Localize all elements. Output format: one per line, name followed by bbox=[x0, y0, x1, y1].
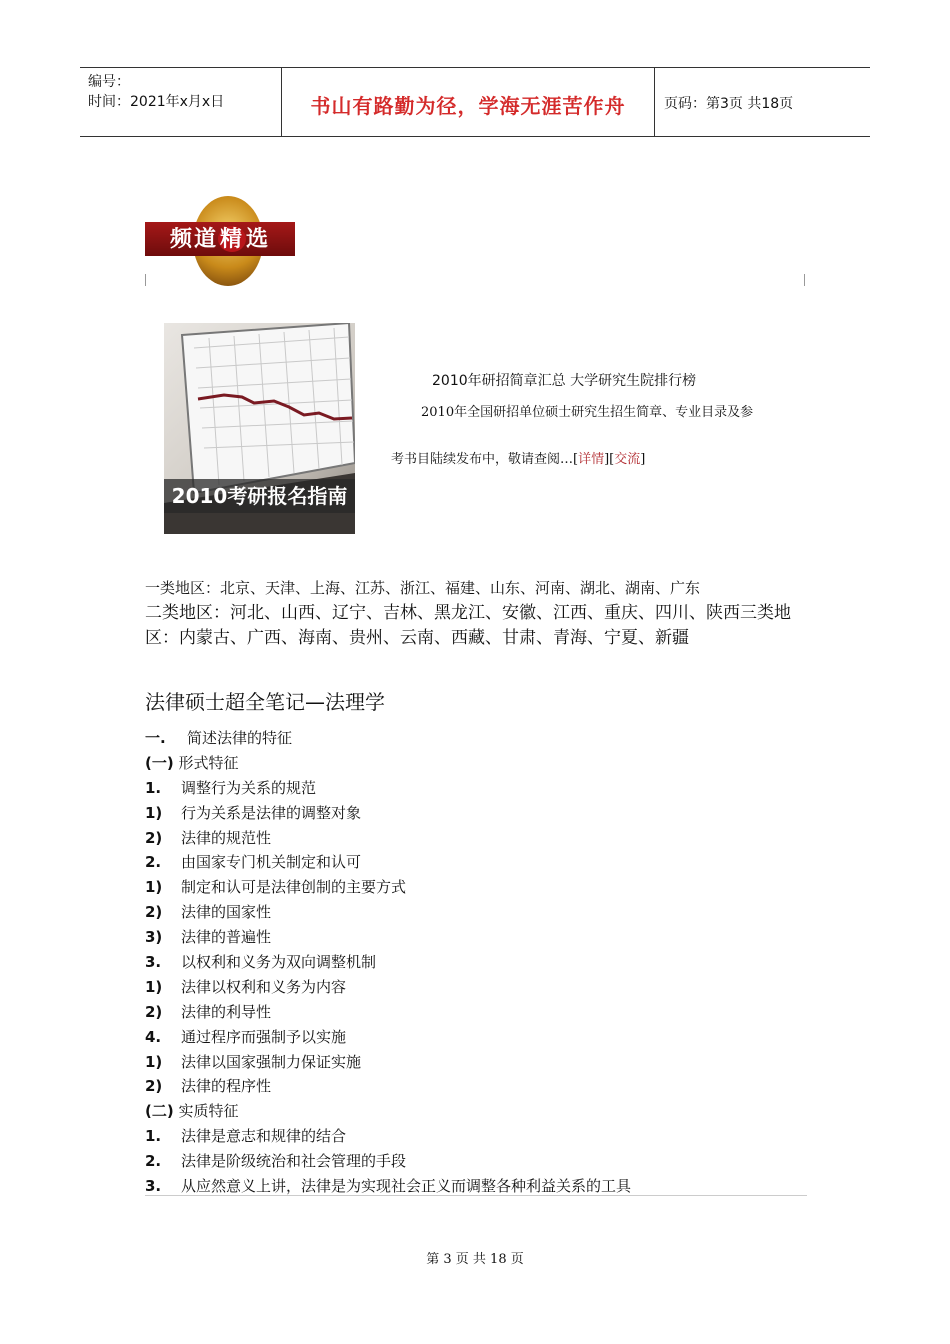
notes-list bbox=[145, 726, 631, 1199]
banner-text-middle: 精 bbox=[219, 226, 244, 252]
list-item-number: 2. bbox=[145, 853, 162, 872]
list-item-text: 从应然意义上讲，法律是为实现社会正义而调整各种利益关系的工具 bbox=[181, 1177, 632, 1196]
list-item bbox=[145, 900, 631, 925]
list-item-number: (一) bbox=[145, 753, 174, 772]
list-item-number: 1) bbox=[145, 878, 163, 897]
list-item bbox=[145, 776, 631, 801]
laptop-chart-image bbox=[164, 323, 355, 534]
channel-banner bbox=[145, 196, 295, 288]
list-item-number: 1) bbox=[145, 803, 163, 822]
header-divider bbox=[654, 68, 655, 136]
list-item-number: 一. bbox=[145, 729, 166, 747]
list-item-text: 法律以权利和义务为内容 bbox=[181, 977, 347, 996]
number-label: 编号： bbox=[88, 74, 130, 90]
list-item-text: 法律的程序性 bbox=[181, 1077, 272, 1096]
header-page-info: 页码：第3页 共18页 bbox=[664, 96, 794, 112]
list-item-text: 由国家专门机关制定和认可 bbox=[181, 853, 362, 872]
list-item bbox=[145, 850, 631, 875]
list-item-number: 1) bbox=[145, 977, 163, 996]
page-footer: 第 3 页 共 18 页 bbox=[426, 1252, 524, 1267]
banner-text-right: 选 bbox=[246, 226, 271, 252]
time-label: 时间：2021年x月x日 bbox=[88, 94, 225, 110]
list-item-text: 通过程序而强制予以实施 bbox=[181, 1027, 347, 1046]
list-item bbox=[145, 1025, 631, 1050]
promo-suffix: ] bbox=[640, 452, 646, 467]
list-item-text: 法律的普遍性 bbox=[181, 928, 272, 947]
list-item bbox=[145, 875, 631, 900]
detail-link[interactable]: 详情 bbox=[578, 452, 605, 467]
list-item-text: 调整行为关系的规范 bbox=[181, 778, 317, 797]
banner-text bbox=[145, 224, 295, 254]
list-item bbox=[145, 1124, 631, 1149]
list-item-number: 2) bbox=[145, 1002, 163, 1021]
list-item bbox=[145, 1000, 631, 1025]
list-item-text: 法律的规范性 bbox=[181, 828, 272, 847]
list-item bbox=[145, 1050, 631, 1075]
list-item bbox=[145, 925, 631, 950]
promo-prefix: 考书目陆续发布中，敬请查阅…[ bbox=[391, 452, 579, 467]
list-item-text: 法律的国家性 bbox=[181, 903, 272, 922]
list-item bbox=[145, 801, 631, 826]
content-divider bbox=[145, 1195, 807, 1196]
list-item-number: 2) bbox=[145, 828, 163, 847]
main-title: 法律硕士超全笔记—法理学 bbox=[145, 690, 385, 714]
list-item-text: 形式特征 bbox=[178, 753, 239, 772]
list-item-text: 法律以国家强制力保证实施 bbox=[181, 1052, 362, 1071]
page-header bbox=[80, 67, 870, 137]
link-separator: ][ bbox=[604, 452, 615, 467]
section-tick bbox=[804, 274, 805, 286]
promo-title[interactable]: 2010年研招简章汇总 大学研究生院排行榜 bbox=[432, 373, 697, 389]
list-item bbox=[145, 975, 631, 1000]
list-item-text: 法律的利导性 bbox=[181, 1002, 272, 1021]
exchange-link[interactable]: 交流 bbox=[614, 452, 641, 467]
list-item-number: 2) bbox=[145, 1077, 163, 1096]
list-item bbox=[145, 826, 631, 851]
banner-text-left: 频道 bbox=[169, 226, 218, 252]
header-meta bbox=[88, 72, 224, 112]
list-item-number: 2) bbox=[145, 903, 163, 922]
promo-description-cont bbox=[391, 448, 645, 467]
list-item-text: 行为关系是法律的调整对象 bbox=[181, 803, 362, 822]
list-item bbox=[145, 1149, 631, 1174]
list-item-number: 3. bbox=[145, 953, 162, 972]
list-item bbox=[145, 1074, 631, 1099]
list-item-text: 以权利和义务为双向调整机制 bbox=[181, 953, 377, 972]
region-class-two-three: 二类地区：河北、山西、辽宁、吉林、黑龙江、安徽、江西、重庆、四川、陕西三类地区：内蒙古、广西、海南、贵州、云南、西藏、甘肃、青海、宁夏、新疆 bbox=[145, 603, 791, 648]
list-item bbox=[145, 1099, 631, 1124]
promo-description: 2010年全国研招单位硕士研究生招生简章、专业目录及参 bbox=[421, 405, 754, 420]
list-item-number: 1. bbox=[145, 1127, 162, 1146]
list-item-number: 1. bbox=[145, 778, 162, 797]
list-item bbox=[145, 726, 631, 751]
list-item-number: 3) bbox=[145, 928, 163, 947]
list-item-text: 简述法律的特征 bbox=[187, 729, 293, 747]
section-tick bbox=[145, 274, 146, 286]
image-caption: 2010考研报名指南 bbox=[164, 479, 355, 513]
list-item-text: 实质特征 bbox=[178, 1102, 239, 1121]
list-item bbox=[145, 751, 631, 776]
list-item-number: 1) bbox=[145, 1052, 163, 1071]
list-item-number: (二) bbox=[145, 1102, 174, 1121]
list-item bbox=[145, 950, 631, 975]
list-item-number: 3. bbox=[145, 1177, 162, 1196]
list-item-text: 法律是阶级统治和社会管理的手段 bbox=[181, 1152, 407, 1171]
region-class-one: 一类地区：北京、天津、上海、江苏、浙江、福建、山东、河南、湖北、湖南、广东 bbox=[145, 579, 701, 597]
list-item-number: 2. bbox=[145, 1152, 162, 1171]
list-item-text: 法律是意志和规律的结合 bbox=[181, 1127, 347, 1146]
list-item-text: 制定和认可是法律创制的主要方式 bbox=[181, 878, 407, 897]
header-motto: 书山有路勤为径，学海无涯苦作舟 bbox=[310, 94, 626, 118]
list-item-number: 4. bbox=[145, 1027, 162, 1046]
